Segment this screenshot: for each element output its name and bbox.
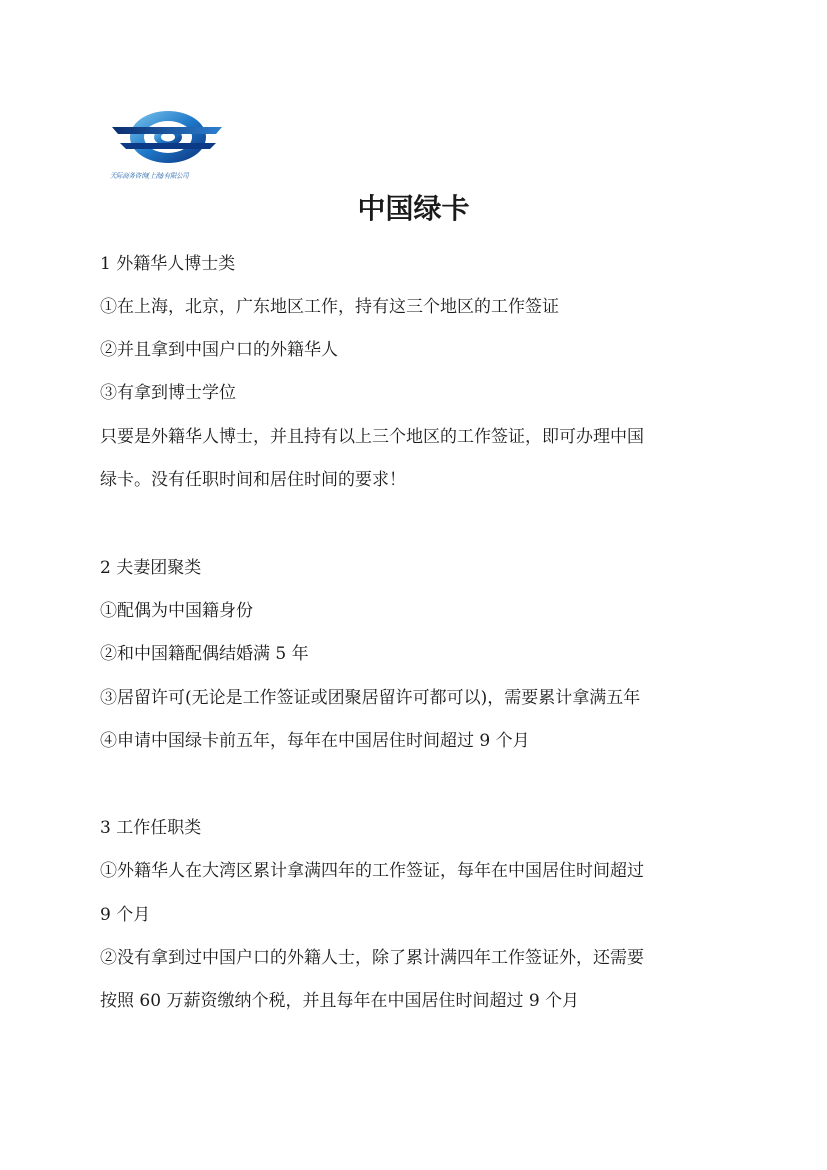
- logo-emblem-icon: [106, 105, 226, 175]
- list-item: ②和中国籍配偶结婚满 5 年: [100, 644, 309, 664]
- logo-caption: 天际商务咨询(上海)有限公司: [110, 172, 189, 180]
- section-heading: 3 工作任职类: [100, 818, 202, 838]
- list-item: ②并且拿到中国户口的外籍华人: [100, 340, 338, 360]
- note-text: 绿卡。没有任职时间和居住时间的要求！: [100, 470, 406, 490]
- list-item: ③居留许可(无论是工作签证或团聚居留许可都可以)，需要累计拿满五年: [100, 688, 641, 708]
- list-item: 9 个月: [100, 905, 151, 925]
- page-title: 中国绿卡: [357, 192, 470, 225]
- list-item: ①配偶为中国籍身份: [100, 601, 253, 621]
- list-item: ①在上海，北京，广东地区工作，持有这三个地区的工作签证: [100, 297, 559, 317]
- section-heading: 1 外籍华人博士类: [100, 254, 236, 274]
- list-item: ①外籍华人在大湾区累计拿满四年的工作签证，每年在中国居住时间超过: [100, 861, 644, 881]
- company-logo: [106, 105, 226, 185]
- section-heading: 2 夫妻团聚类: [100, 558, 202, 578]
- list-item: ②没有拿到过中国户口的外籍人士，除了累计满四年工作签证外，还需要: [100, 948, 644, 968]
- list-item: 按照 60 万薪资缴纳个税，并且每年在中国居住时间超过 9 个月: [100, 991, 580, 1011]
- list-item: ③有拿到博士学位: [100, 383, 236, 403]
- note-text: 只要是外籍华人博士，并且持有以上三个地区的工作签证，即可办理中国: [100, 427, 644, 447]
- list-item: ④申请中国绿卡前五年，每年在中国居住时间超过 9 个月: [100, 731, 530, 751]
